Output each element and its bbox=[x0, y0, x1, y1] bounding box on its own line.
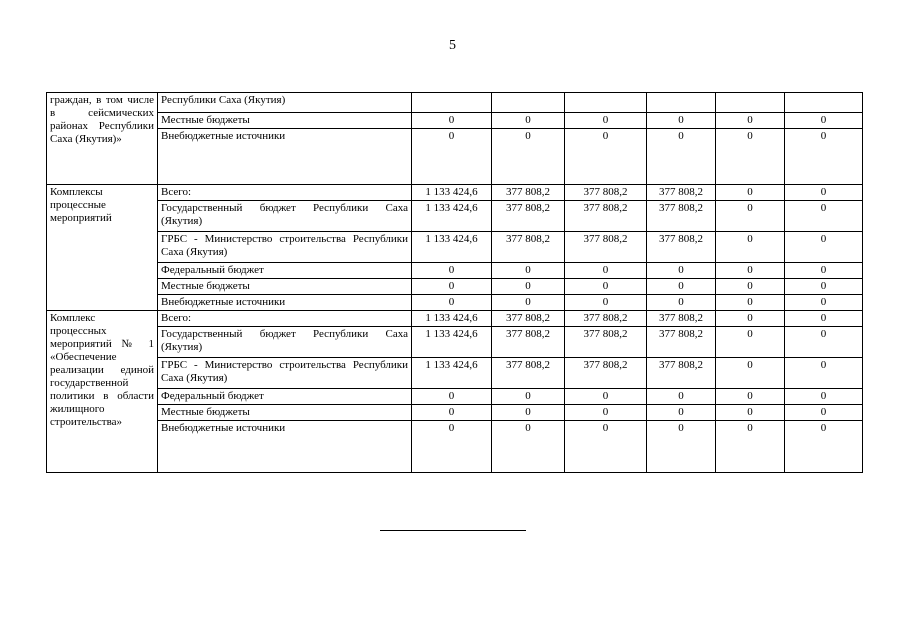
amount-cell: 0 bbox=[412, 421, 492, 473]
amount-cell: 0 bbox=[785, 405, 863, 421]
amount-cell: 0 bbox=[647, 389, 716, 405]
amount-cell: 0 bbox=[785, 201, 863, 232]
table-row bbox=[47, 389, 863, 405]
amount-cell: 0 bbox=[565, 113, 647, 129]
funding-source-cell: ГРБС - Министерство строительства Республики Саха (Якутия) bbox=[158, 358, 412, 389]
funding-source-cell: ГРБС - Министерство строительства Республики Саха (Якутия) bbox=[158, 232, 412, 263]
amount-cell: 0 bbox=[716, 327, 785, 358]
amount-cell: 0 bbox=[565, 263, 647, 279]
table-row bbox=[47, 113, 863, 129]
amount-cell: 0 bbox=[492, 279, 565, 295]
amount-cell: 377 808,2 bbox=[647, 311, 716, 327]
amount-cell: 0 bbox=[647, 113, 716, 129]
amount-cell: 377 808,2 bbox=[647, 201, 716, 232]
amount-cell: 0 bbox=[565, 129, 647, 185]
amount-cell: 1 133 424,6 bbox=[412, 327, 492, 358]
amount-cell: 1 133 424,6 bbox=[412, 185, 492, 201]
amount-cell: 0 bbox=[785, 113, 863, 129]
amount-cell: 0 bbox=[785, 295, 863, 311]
amount-cell: 0 bbox=[716, 129, 785, 185]
amount-cell: 0 bbox=[412, 263, 492, 279]
amount-cell: 0 bbox=[647, 405, 716, 421]
amount-cell: 377 808,2 bbox=[565, 201, 647, 232]
group-name-cell: Комплекс процессных мероприятий № 1 «Обеспечение реализации единой государственной политики в области жилищного строительства» bbox=[47, 311, 158, 473]
table-row bbox=[47, 311, 863, 327]
funding-source-cell: Республики Саха (Якутия) bbox=[158, 93, 412, 113]
table-row bbox=[47, 263, 863, 279]
amount-cell: 0 bbox=[647, 295, 716, 311]
amount-cell: 0 bbox=[492, 263, 565, 279]
funding-source-cell: Государственный бюджет Республики Саха (Якутия) bbox=[158, 327, 412, 358]
funding-source-cell: Местные бюджеты bbox=[158, 279, 412, 295]
amount-cell: 1 133 424,6 bbox=[412, 232, 492, 263]
amount-cell: 0 bbox=[412, 389, 492, 405]
page-number: 5 bbox=[449, 38, 456, 53]
table-row bbox=[47, 93, 863, 113]
amount-cell: 377 808,2 bbox=[492, 185, 565, 201]
amount-cell: 0 bbox=[565, 389, 647, 405]
amount-cell: 377 808,2 bbox=[492, 201, 565, 232]
amount-cell: 0 bbox=[716, 295, 785, 311]
amount-cell: 0 bbox=[565, 421, 647, 473]
amount-cell: 377 808,2 bbox=[565, 311, 647, 327]
amount-cell bbox=[716, 93, 785, 113]
amount-cell: 0 bbox=[785, 185, 863, 201]
amount-cell: 0 bbox=[785, 279, 863, 295]
amount-cell: 0 bbox=[412, 405, 492, 421]
amount-cell: 1 133 424,6 bbox=[412, 358, 492, 389]
amount-cell: 0 bbox=[565, 405, 647, 421]
amount-cell: 0 bbox=[785, 129, 863, 185]
amount-cell: 377 808,2 bbox=[565, 185, 647, 201]
funding-source-cell: Всего: bbox=[158, 185, 412, 201]
amount-cell: 0 bbox=[716, 311, 785, 327]
amount-cell bbox=[565, 93, 647, 113]
amount-cell: 377 808,2 bbox=[492, 232, 565, 263]
footer-divider bbox=[380, 530, 526, 531]
table-row bbox=[47, 232, 863, 263]
amount-cell: 0 bbox=[716, 405, 785, 421]
table-row bbox=[47, 201, 863, 232]
amount-cell bbox=[492, 93, 565, 113]
amount-cell: 377 808,2 bbox=[492, 311, 565, 327]
amount-cell: 0 bbox=[716, 113, 785, 129]
amount-cell: 0 bbox=[716, 279, 785, 295]
group-name-cell: Комплексы процессные мероприятий bbox=[47, 185, 158, 311]
table-row bbox=[47, 358, 863, 389]
funding-source-cell: Федеральный бюджет bbox=[158, 263, 412, 279]
funding-source-cell: Внебюджетные источники bbox=[158, 129, 412, 185]
amount-cell: 377 808,2 bbox=[565, 232, 647, 263]
amount-cell: 0 bbox=[412, 113, 492, 129]
amount-cell: 0 bbox=[716, 263, 785, 279]
table-row bbox=[47, 185, 863, 201]
funding-source-cell: Внебюджетные источники bbox=[158, 421, 412, 473]
table-row bbox=[47, 421, 863, 473]
amount-cell: 1 133 424,6 bbox=[412, 201, 492, 232]
amount-cell: 0 bbox=[647, 279, 716, 295]
amount-cell: 377 808,2 bbox=[565, 327, 647, 358]
amount-cell: 0 bbox=[647, 421, 716, 473]
funding-source-cell: Внебюджетные источники bbox=[158, 295, 412, 311]
amount-cell: 0 bbox=[785, 311, 863, 327]
funding-source-cell: Всего: bbox=[158, 311, 412, 327]
amount-cell: 0 bbox=[785, 421, 863, 473]
funding-source-cell: Местные бюджеты bbox=[158, 113, 412, 129]
table-row bbox=[47, 129, 863, 185]
amount-cell: 0 bbox=[492, 295, 565, 311]
amount-cell: 0 bbox=[412, 295, 492, 311]
amount-cell: 0 bbox=[785, 263, 863, 279]
amount-cell: 0 bbox=[785, 327, 863, 358]
table-row bbox=[47, 279, 863, 295]
amount-cell: 0 bbox=[716, 201, 785, 232]
amount-cell: 0 bbox=[492, 113, 565, 129]
amount-cell bbox=[412, 93, 492, 113]
amount-cell: 0 bbox=[647, 263, 716, 279]
budget-table-body bbox=[47, 93, 863, 473]
amount-cell: 377 808,2 bbox=[492, 358, 565, 389]
amount-cell: 0 bbox=[412, 279, 492, 295]
group-name-cell: граждан, в том числе в сейсмических районах Республики Саха (Якутия)» bbox=[47, 93, 158, 185]
amount-cell: 0 bbox=[565, 279, 647, 295]
amount-cell: 1 133 424,6 bbox=[412, 311, 492, 327]
amount-cell: 0 bbox=[716, 232, 785, 263]
amount-cell: 0 bbox=[492, 129, 565, 185]
table-row bbox=[47, 295, 863, 311]
amount-cell: 0 bbox=[647, 129, 716, 185]
table-row bbox=[47, 405, 863, 421]
funding-source-cell: Государственный бюджет Республики Саха (Якутия) bbox=[158, 201, 412, 232]
amount-cell: 377 808,2 bbox=[647, 327, 716, 358]
amount-cell: 0 bbox=[785, 358, 863, 389]
budget-table bbox=[46, 92, 863, 473]
amount-cell: 377 808,2 bbox=[647, 185, 716, 201]
funding-source-cell: Местные бюджеты bbox=[158, 405, 412, 421]
funding-source-cell: Федеральный бюджет bbox=[158, 389, 412, 405]
amount-cell: 0 bbox=[716, 421, 785, 473]
amount-cell: 0 bbox=[492, 405, 565, 421]
table-row bbox=[47, 327, 863, 358]
amount-cell: 0 bbox=[492, 421, 565, 473]
amount-cell: 377 808,2 bbox=[647, 358, 716, 389]
amount-cell: 0 bbox=[785, 389, 863, 405]
amount-cell: 0 bbox=[716, 358, 785, 389]
amount-cell: 377 808,2 bbox=[647, 232, 716, 263]
amount-cell: 0 bbox=[785, 232, 863, 263]
amount-cell: 0 bbox=[565, 295, 647, 311]
amount-cell: 377 808,2 bbox=[492, 327, 565, 358]
amount-cell: 377 808,2 bbox=[565, 358, 647, 389]
amount-cell bbox=[647, 93, 716, 113]
amount-cell: 0 bbox=[716, 389, 785, 405]
amount-cell bbox=[785, 93, 863, 113]
amount-cell: 0 bbox=[412, 129, 492, 185]
amount-cell: 0 bbox=[492, 389, 565, 405]
amount-cell: 0 bbox=[716, 185, 785, 201]
